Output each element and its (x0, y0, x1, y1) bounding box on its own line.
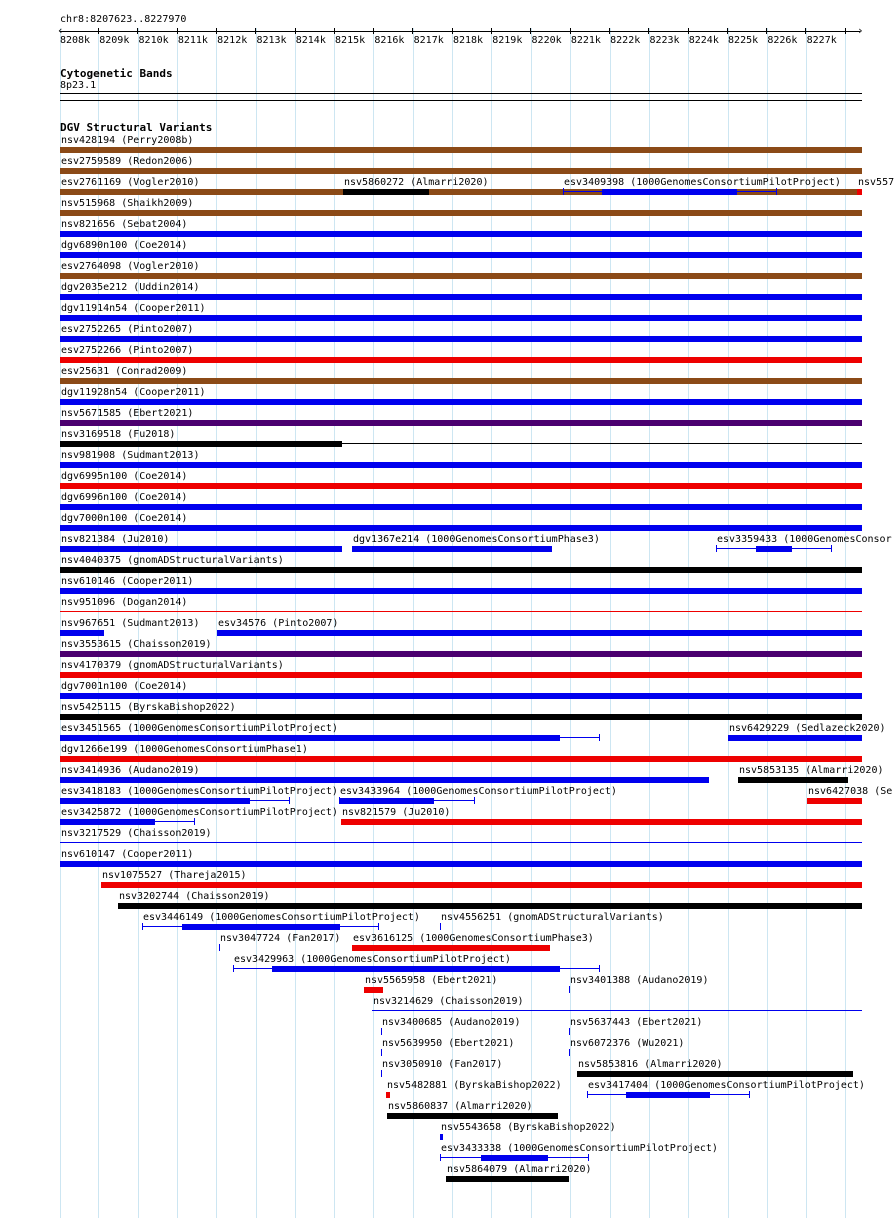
ruler-tick-label: 8222k (610, 35, 641, 46)
variant-cap-left-esv3359433[interactable] (716, 545, 717, 552)
ruler-right-arrow-icon: › (857, 24, 864, 37)
ruler-tick-label: 8210k (138, 35, 169, 46)
variant-label-nsv981908[interactable]: nsv981908 (Sudmant2013) (61, 450, 200, 461)
variant-bar-nsv3217529[interactable] (60, 842, 862, 843)
variant-label-nsv5565958[interactable]: nsv5565958 (Ebert2021) (365, 975, 498, 986)
variant-bar-dgv1367e214[interactable] (352, 546, 552, 552)
variant-bar-nsv3553615[interactable] (60, 651, 862, 657)
variant-bar-nsv5543658[interactable] (440, 1134, 443, 1140)
variant-cap-right-esv3433964[interactable] (474, 797, 475, 804)
variant-label-nsv557[interactable]: nsv557 (858, 177, 894, 188)
variant-bar-nsv5639950[interactable] (381, 1049, 382, 1056)
variant-label-nsv3401388[interactable]: nsv3401388 (Audano2019) (570, 975, 709, 986)
grid-line (728, 28, 729, 1218)
variant-bar-nsv821384[interactable] (60, 546, 342, 552)
variant-label-esv3409398[interactable]: esv3409398 (1000GenomesConsortiumPilotProject) (564, 177, 841, 188)
grid-line (806, 28, 807, 1218)
variant-bar-dgv11914n54[interactable] (60, 315, 862, 321)
ruler-tick (412, 28, 413, 34)
variant-bar-nsv4556251[interactable] (440, 923, 441, 930)
variant-bar-nsv4040375[interactable] (60, 567, 862, 573)
variant-cap-right-esv3433338[interactable] (588, 1154, 589, 1161)
variant-label-dgv11914n54[interactable]: dgv11914n54 (Cooper2011) (61, 303, 206, 314)
variant-bar-esv3418183[interactable] (60, 798, 250, 804)
variant-bar-nsv428194[interactable] (60, 147, 862, 153)
ruler-tick-label: 8212k (217, 35, 248, 46)
variant-bar-nsv3400685[interactable] (381, 1028, 382, 1035)
variant-bar-dgv6890n100[interactable] (60, 252, 862, 258)
variant-cap-right-esv3425872[interactable] (194, 818, 195, 825)
variant-label-esv3425872[interactable]: esv3425872 (1000GenomesConsortiumPilotProject) (61, 807, 338, 818)
variant-label-nsv5639950[interactable]: nsv5639950 (Ebert2021) (382, 1038, 515, 1049)
ruler-tick (609, 28, 610, 34)
ruler-tick (177, 28, 178, 34)
grid-line (216, 28, 217, 1218)
variant-label-esv3433964[interactable]: esv3433964 (1000GenomesConsortiumPilotProject) (340, 786, 617, 797)
ruler-tick-label: 8220k (531, 35, 562, 46)
variant-label-nsv5425115[interactable]: nsv5425115 (ByrskaBishop2022) (61, 702, 236, 713)
variant-label-nsv5637443[interactable]: nsv5637443 (Ebert2021) (570, 1017, 703, 1028)
ruler-tick (334, 28, 335, 34)
ruler-left-arrow-icon: ‹ (57, 24, 64, 37)
variant-cap-right-esv3359433[interactable] (831, 545, 832, 552)
variant-bar-nsv3401388[interactable] (569, 986, 570, 993)
variant-bar-esv2759589[interactable] (60, 168, 862, 174)
variant-bar-nsv5425115[interactable] (60, 714, 862, 720)
grid-line (531, 28, 532, 1218)
variant-bar-nsv951096[interactable] (60, 611, 862, 612)
variant-bar-nsv3202744[interactable] (118, 903, 862, 909)
variant-label-nsv4170379[interactable]: nsv4170379 (gnomADStructuralVariants) (61, 660, 284, 671)
variant-label-nsv3553615[interactable]: nsv3553615 (Chaisson2019) (61, 639, 212, 650)
variant-label-nsv3202744[interactable]: nsv3202744 (Chaisson2019) (119, 891, 270, 902)
variant-bar-esv2752265[interactable] (60, 336, 862, 342)
ruler-tick-label: 8221k (570, 35, 601, 46)
variant-bar-nsv6429229[interactable] (728, 735, 862, 741)
variant-label-nsv821579[interactable]: nsv821579 (Ju2010) (342, 807, 451, 818)
variant-label-nsv3050910[interactable]: nsv3050910 (Fan2017) (382, 1059, 503, 1070)
variant-bar-dgv6995n100[interactable] (60, 483, 862, 489)
variant-label-nsv3214629[interactable]: nsv3214629 (Chaisson2019) (373, 996, 524, 1007)
variant-label-dgv1266e199[interactable]: dgv1266e199 (1000GenomesConsortiumPhase1) (61, 744, 308, 755)
grid-line (767, 28, 768, 1218)
ruler-tick-label: 8218k (452, 35, 484, 46)
variant-bar-nsv6072376[interactable] (569, 1049, 570, 1056)
variant-label-nsv4040375[interactable]: nsv4040375 (gnomADStructuralVariants) (61, 555, 284, 566)
variant-label-nsv5860837[interactable]: nsv5860837 (Almarri2020) (388, 1101, 533, 1112)
variant-label-esv3429963[interactable]: esv3429963 (1000GenomesConsortiumPilotProject) (234, 954, 511, 965)
variant-bar-esv3409398[interactable] (602, 189, 737, 195)
ruler-tick (452, 28, 453, 34)
variant-label-nsv3414936[interactable]: nsv3414936 (Audano2019) (61, 765, 200, 776)
variant-label-dgv1367e214[interactable]: dgv1367e214 (1000GenomesConsortiumPhase3) (353, 534, 600, 545)
variant-bar-nsv3050910[interactable] (381, 1070, 382, 1077)
variant-label-esv3446149[interactable]: esv3446149 (1000GenomesConsortiumPilotProject) (143, 912, 420, 923)
variant-bar-nsv5853816[interactable] (577, 1071, 853, 1077)
variant-bar-dgv1266e199[interactable] (60, 756, 862, 762)
ruler-tick-label: 8211k (177, 35, 208, 46)
variant-bar-esv25631[interactable] (60, 378, 862, 384)
variant-label-nsv821656[interactable]: nsv821656 (Sebat2004) (61, 219, 188, 230)
variant-label-nsv821384[interactable]: nsv821384 (Ju2010) (61, 534, 170, 545)
variant-label-esv2761169[interactable]: esv2761169 (Vogler2010) (61, 177, 200, 188)
variant-label-esv2752265[interactable]: esv2752265 (Pinto2007) (61, 324, 194, 335)
variant-cap-left-esv3433338[interactable] (440, 1154, 441, 1161)
variant-label-dgv6996n100[interactable]: dgv6996n100 (Coe2014) (61, 492, 188, 503)
variant-bar-nsv3047724[interactable] (219, 944, 220, 951)
variant-bar-esv2764098[interactable] (60, 273, 862, 279)
cytoband-rule-top (60, 93, 862, 94)
variant-bar-nsv5860272[interactable] (343, 189, 429, 195)
cytoband-track-title[interactable]: Cytogenetic Bands (60, 67, 173, 80)
variant-bar-nsv4170379[interactable] (60, 672, 862, 678)
variant-label-esv3417404[interactable]: esv3417404 (1000GenomesConsortiumPilotProject) (588, 1080, 865, 1091)
variant-bar-nsv981908[interactable] (60, 462, 862, 468)
variant-bar-nsv3169518[interactable] (60, 441, 342, 447)
variant-cap-right-esv3429963[interactable] (599, 965, 600, 972)
variant-label-nsv610147[interactable]: nsv610147 (Cooper2011) (61, 849, 194, 860)
variant-bar-nsv610146[interactable] (60, 588, 862, 594)
variant-bar-esv34576[interactable] (217, 630, 862, 636)
variant-label-nsv515968[interactable]: nsv515968 (Shaikh2009) (61, 198, 194, 209)
ruler-tick (491, 28, 492, 34)
variant-bar-dgv2035e212[interactable] (60, 294, 862, 300)
ruler-tick-label: 8208k (59, 35, 91, 46)
variant-bar-esv3616125[interactable] (352, 945, 550, 951)
variant-cap-left-esv3429963[interactable] (233, 965, 234, 972)
variant-extension-nsv3169518[interactable] (342, 443, 862, 444)
ruler-tick (727, 28, 728, 34)
variant-bar-esv3433964[interactable] (339, 798, 434, 804)
variant-bar-nsv5853135[interactable] (738, 777, 848, 783)
ruler-tick (648, 28, 649, 34)
variant-bar-nsv3414936[interactable] (60, 777, 709, 783)
variant-bar-nsv5860837[interactable] (387, 1113, 558, 1119)
ruler-tick-label: 8213k (256, 35, 287, 46)
ruler-tick (137, 28, 138, 34)
variant-label-nsv6429229[interactable]: nsv6429229 (Sedlazeck2020) (729, 723, 886, 734)
variant-label-nsv951096[interactable]: nsv951096 (Dogan2014) (61, 597, 188, 608)
variant-bar-nsv5864079[interactable] (446, 1176, 569, 1182)
variant-label-nsv3047724[interactable]: nsv3047724 (Fan2017) (220, 933, 341, 944)
variant-cap-left-esv3409398[interactable] (563, 188, 564, 195)
variant-cap-right-esv3409398[interactable] (776, 188, 777, 195)
variant-label-esv25631[interactable]: esv25631 (Conrad2009) (61, 366, 188, 377)
ruler-line (60, 31, 860, 32)
ruler-tick (295, 28, 296, 34)
ruler-tick (688, 28, 689, 34)
ruler-tick (255, 28, 256, 34)
ruler-tick-label: 8215k (335, 35, 366, 46)
ruler-tick (570, 28, 571, 34)
variant-label-esv3616125[interactable]: esv3616125 (1000GenomesConsortiumPhase3) (353, 933, 594, 944)
variant-bar-nsv610147[interactable] (60, 861, 862, 867)
variant-label-nsv3217529[interactable]: nsv3217529 (Chaisson2019) (61, 828, 212, 839)
cytoband-rule-bottom (60, 100, 862, 101)
ruler-tick (98, 28, 99, 34)
variant-cap-right-esv3418183[interactable] (289, 797, 290, 804)
variant-cap-right-esv3451565[interactable] (599, 734, 600, 741)
variant-bar-esv3425872[interactable] (60, 819, 155, 825)
ruler-tick-label: 8209k (99, 35, 130, 46)
ruler-tick-label: 8216k (374, 35, 405, 46)
variant-label-nsv5543658[interactable]: nsv5543658 (ByrskaBishop2022) (441, 1122, 616, 1133)
variant-bar-esv3359433[interactable] (756, 546, 792, 552)
ruler-tick (216, 28, 217, 34)
variant-bar-nsv6427038[interactable] (807, 798, 862, 804)
variant-bar-esv3451565[interactable] (60, 735, 560, 741)
ruler-tick-label: 8219k (492, 35, 523, 46)
variant-bar-esv3446149[interactable] (182, 924, 340, 930)
ruler-tick-label: 8217k (413, 35, 444, 46)
position-label: chr8:8207623..8227970 (60, 14, 187, 25)
variant-cap-right-esv3417404[interactable] (749, 1091, 750, 1098)
ruler-tick-label: 8225k (728, 35, 759, 46)
variant-bar-nsv5637443[interactable] (569, 1028, 570, 1035)
variant-label-esv3451565[interactable]: esv3451565 (1000GenomesConsortiumPilotProject) (61, 723, 338, 734)
variant-bar-esv2752266[interactable] (60, 357, 862, 363)
variant-label-esv3359433[interactable]: esv3359433 (1000GenomesConsor (717, 534, 892, 545)
variant-label-esv34576[interactable]: esv34576 (Pinto2007) (218, 618, 339, 629)
ruler-tick-label: 8214k (295, 35, 326, 46)
variant-bar-nsv3214629[interactable] (372, 1010, 862, 1011)
variant-label-nsv5853816[interactable]: nsv5853816 (Almarri2020) (578, 1059, 723, 1070)
variant-bar-nsv5482881[interactable] (386, 1092, 390, 1098)
variant-bar-dgv7000n100[interactable] (60, 525, 862, 531)
variant-label-nsv6427038[interactable]: nsv6427038 (Se (808, 786, 893, 797)
variant-bar-dgv6996n100[interactable] (60, 504, 862, 510)
variant-label-nsv5671585[interactable]: nsv5671585 (Ebert2021) (61, 408, 194, 419)
grid-line (845, 28, 846, 1218)
ruler-tick (805, 28, 806, 34)
variant-bar-esv2761169[interactable] (60, 189, 862, 195)
variant-bar-nsv1075527[interactable] (101, 882, 862, 888)
variant-label-nsv1075527[interactable]: nsv1075527 (Thareja2015) (102, 870, 247, 881)
variant-label-dgv6995n100[interactable]: dgv6995n100 (Coe2014) (61, 471, 188, 482)
ruler-tick-label: 8227k (806, 35, 837, 46)
variant-bar-dgv7001n100[interactable] (60, 693, 862, 699)
variant-cap-left-esv3417404[interactable] (587, 1091, 588, 1098)
variant-bar-esv3433338[interactable] (481, 1155, 548, 1161)
ruler-tick (766, 28, 767, 34)
variant-label-esv2752266[interactable]: esv2752266 (Pinto2007) (61, 345, 194, 356)
ruler-tick-label: 8223k (649, 35, 680, 46)
variant-label-nsv6072376[interactable]: nsv6072376 (Wu2021) (570, 1038, 685, 1049)
variant-bar-nsv5671585[interactable] (60, 420, 862, 426)
variant-label-nsv4556251[interactable]: nsv4556251 (gnomADStructuralVariants) (441, 912, 664, 923)
variant-label-nsv610146[interactable]: nsv610146 (Cooper2011) (61, 576, 194, 587)
variant-label-esv3418183[interactable]: esv3418183 (1000GenomesConsortiumPilotProject) (61, 786, 338, 797)
variant-label-dgv11928n54[interactable]: dgv11928n54 (Cooper2011) (61, 387, 206, 398)
ruler-tick (845, 28, 846, 34)
variant-bar-nsv557[interactable] (857, 189, 862, 195)
variant-label-dgv7001n100[interactable]: dgv7001n100 (Coe2014) (61, 681, 188, 692)
variant-bar-nsv821656[interactable] (60, 231, 862, 237)
variant-label-nsv3169518[interactable]: nsv3169518 (Fu2018) (61, 429, 176, 440)
variant-label-nsv5860272[interactable]: nsv5860272 (Almarri2020) (344, 177, 489, 188)
dgv-track-title[interactable]: DGV Structural Variants (60, 121, 213, 134)
variant-cap-left-esv3446149[interactable] (142, 923, 143, 930)
variant-label-dgv7000n100[interactable]: dgv7000n100 (Coe2014) (61, 513, 188, 524)
variant-cap-right-esv3446149[interactable] (378, 923, 379, 930)
variant-bar-nsv515968[interactable] (60, 210, 862, 216)
variant-bar-nsv5565958[interactable] (364, 987, 383, 993)
variant-bar-esv3429963[interactable] (272, 966, 560, 972)
variant-label-dgv6890n100[interactable]: dgv6890n100 (Coe2014) (61, 240, 188, 251)
variant-bar-nsv821579[interactable] (341, 819, 862, 825)
ruler-tick (373, 28, 374, 34)
variant-label-dgv2035e212[interactable]: dgv2035e212 (Uddin2014) (61, 282, 200, 293)
grid-line (688, 28, 689, 1218)
variant-bar-nsv967651[interactable] (60, 630, 104, 636)
variant-bar-dgv11928n54[interactable] (60, 399, 862, 405)
variant-label-esv2764098[interactable]: esv2764098 (Vogler2010) (61, 261, 200, 272)
grid-line (373, 28, 374, 1218)
ruler-tick (530, 28, 531, 34)
ruler-tick-label: 8224k (688, 35, 719, 46)
variant-label-nsv3400685[interactable]: nsv3400685 (Audano2019) (382, 1017, 521, 1028)
variant-label-nsv967651[interactable]: nsv967651 (Sudmant2013) (61, 618, 200, 629)
variant-label-nsv5864079[interactable]: nsv5864079 (Almarri2020) (447, 1164, 592, 1175)
cytoband-label[interactable]: 8p23.1 (60, 80, 97, 91)
variant-label-nsv428194[interactable]: nsv428194 (Perry2008b) (61, 135, 194, 146)
variant-label-nsv5482881[interactable]: nsv5482881 (ByrskaBishop2022) (387, 1080, 562, 1091)
variant-label-esv3433338[interactable]: esv3433338 (1000GenomesConsortiumPilotProject) (441, 1143, 718, 1154)
variant-bar-esv3417404[interactable] (626, 1092, 710, 1098)
variant-label-esv2759589[interactable]: esv2759589 (Redon2006) (61, 156, 194, 167)
variant-label-nsv5853135[interactable]: nsv5853135 (Almarri2020) (739, 765, 884, 776)
ruler-tick-label: 8226k (767, 35, 798, 46)
